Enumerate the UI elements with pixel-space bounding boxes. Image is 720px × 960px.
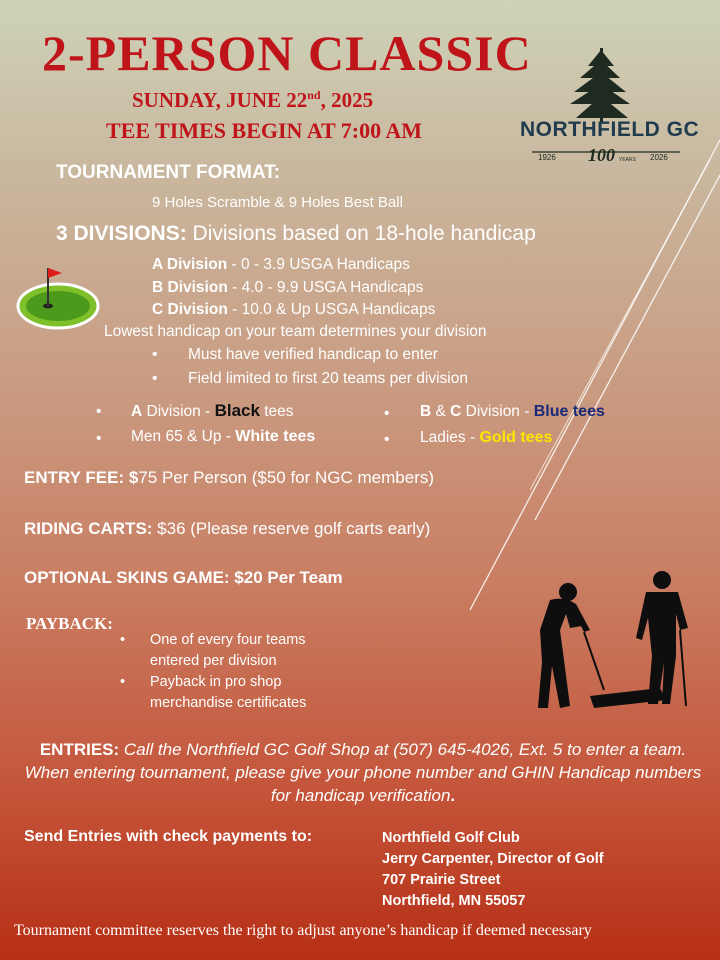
- divisions-heading: 3 DIVISIONS: Divisions based on 18-hole handicap: [56, 222, 536, 245]
- division-c: C Division - 10.0 & Up USGA Handicaps: [152, 301, 436, 318]
- bullet-dot: •: [120, 632, 126, 648]
- format-text: 9 Holes Scramble & 9 Holes Best Ball: [152, 194, 403, 211]
- format-heading: TOURNAMENT FORMAT:: [56, 162, 281, 183]
- bullet-dot: •: [120, 674, 126, 690]
- bullet-dot: •: [384, 431, 390, 448]
- division-note: Lowest handicap on your team determines your division: [104, 323, 487, 340]
- tee-times: TEE TIMES BEGIN AT 7:00 AM: [106, 118, 423, 143]
- entry-fee: ENTRY FEE: $75 Per Person ($50 for NGC members): [24, 468, 435, 487]
- logo-100: 100: [588, 145, 615, 165]
- event-title: 2-PERSON CLASSIC: [42, 25, 532, 81]
- northfield-logo: [516, 46, 700, 172]
- bullet-dot: •: [384, 405, 390, 422]
- event-date: SUNDAY, JUNE 22nd, 2025: [132, 88, 374, 112]
- logo-name: NORTHFIELD GC: [520, 118, 700, 141]
- bullet-dot: •: [152, 346, 158, 363]
- division-b: B Division - 4.0 - 9.9 USGA Handicaps: [152, 279, 424, 296]
- logo-year-start: 1926: [538, 153, 556, 162]
- send-entries-label: Send Entries with check payments to:: [24, 828, 313, 845]
- bullet-dot: •: [96, 403, 102, 420]
- bullet-dot: •: [152, 370, 158, 387]
- address-line-1: Northfield Golf Club: [382, 830, 520, 846]
- skins-game: OPTIONAL SKINS GAME: $20 Per Team: [24, 568, 343, 587]
- tee-a-division: A Division - Black tees: [131, 401, 294, 420]
- riding-carts: RIDING CARTS: $36 (Please reserve golf carts early): [24, 519, 431, 538]
- golfers-silhouette-icon: [520, 570, 700, 716]
- payback-item-1: One of every four teams: [150, 632, 306, 648]
- division-a: A Division - 0 - 3.9 USGA Handicaps: [152, 256, 410, 273]
- entries-paragraph: ENTRIES: Call the Northfield GC Golf Shop at (507) 645-4026, Ext. 5 to enter a team. When entering tournament, please give your phone number and GHIN Handicap numbers for handicap verification.: [24, 740, 702, 805]
- payback-item-2-cont: merchandise certificates: [150, 695, 307, 711]
- tee-bc-division: B & C Division - Blue tees: [420, 403, 605, 420]
- payback-item-1-cont: entered per division: [150, 653, 277, 669]
- address-line-2: Jerry Carpenter, Director of Golf: [382, 851, 604, 867]
- logo-years-word: YEARS: [619, 157, 636, 163]
- tee-ladies: Ladies - Gold tees: [420, 429, 553, 446]
- tee-men-65: Men 65 & Up - White tees: [131, 428, 316, 445]
- logo-year-end: 2026: [650, 153, 668, 162]
- payback-heading: PAYBACK:: [26, 614, 113, 633]
- address-line-3: 707 Prairie Street: [382, 872, 501, 888]
- footer-note: Tournament committee reserves the right to adjust anyone’s handicap if deemed necessary: [14, 922, 592, 939]
- division-bullet-field: Field limited to first 20 teams per division: [188, 370, 468, 387]
- division-bullet-verified: Must have verified handicap to enter: [188, 346, 438, 363]
- putting-green-icon: [14, 262, 100, 334]
- bullet-dot: •: [96, 430, 102, 447]
- payback-item-2: Payback in pro shop: [150, 674, 282, 690]
- address-line-4: Northfield, MN 55057: [382, 893, 526, 909]
